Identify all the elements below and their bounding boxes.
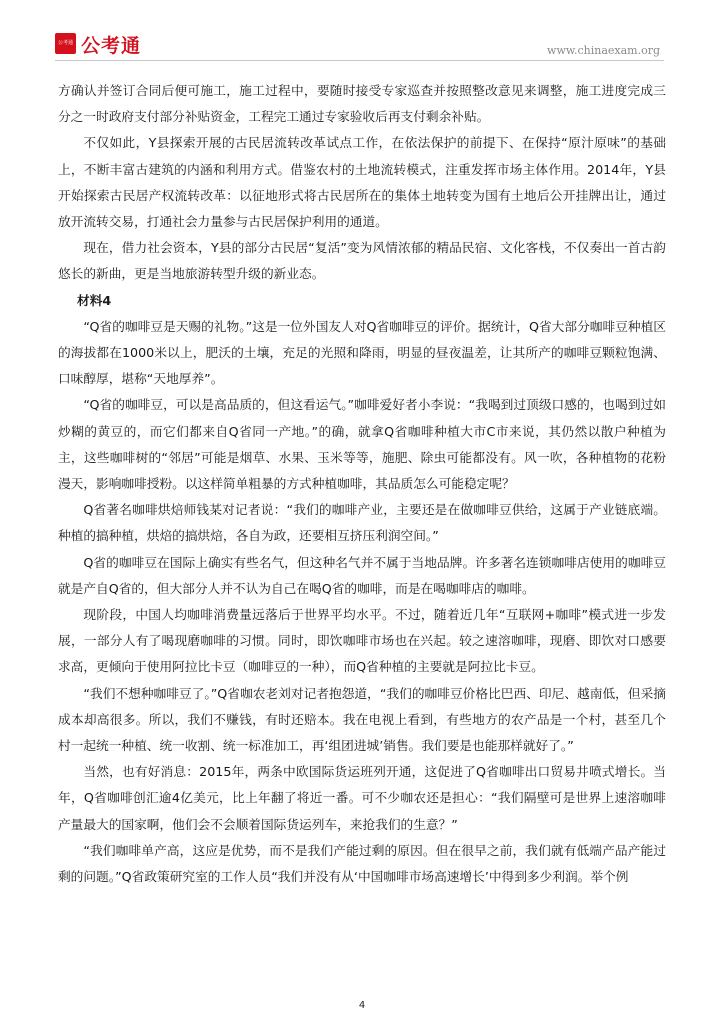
- paragraph-2: 不仅如此，Y县探索开展的古民居流转改革试点工作，在依法保护的前提下、在保持“原汁原味”的基础上，不断丰富古建筑的内涵和利用方式。借鉴农村的土地流转模式，注重发挥市场主体作用。2014年，Y县开始探索古民居产权流转改革：以征地形式将古民居所在的集体土地转变为国有土地后公开挂牌出让，通过放开流转交易，打通社会力量参与古民居保护利用的通道。: [58, 135, 666, 230]
- paragraph-4: “Q省的咖啡豆是天赐的礼物。”这是一位外国友人对Q省咖啡豆的评价。据统计，Q省大部分咖啡豆种植区的海拔都在1000米以上，肥沃的土壤，充足的光照和降雨，明显的昼夜温差，让其所产的咖啡豆颗粒饱满、口味醇厚，堪称“天地厚养”。: [58, 318, 666, 387]
- paragraph-7: Q省的咖啡豆在国际上确实有些名气，但这种名气并不属于当地品牌。许多著名连锁咖啡店使用的咖啡豆就是产自Q省的，但大部分人并不认为自己在喝Q省的咖啡，而是在喝咖啡店的咖啡。: [58, 554, 666, 596]
- paragraph-9: “我们不想种咖啡豆了。”Q省咖农老刘对记者抱怨道，“我们的咖啡豆价格比巴西、印尼、越南低，但采摘成本却高很多。所以，我们不赚钱，有时还赔本。我在电视上看到，有些地方的农产品是一个村，甚至几个村一起统一种植、统一收割、统一标准加工，再‘组团进城’销售。我们要是也能那样就好了。”: [58, 685, 666, 754]
- page-number: 4: [358, 1000, 366, 1011]
- paragraph-10: 当然，也有好消息：2015年，两条中欧国际货运班列开通，这促进了Q省咖啡出口贸易井喷式增长。当年，Q省咖啡创汇逾4亿美元，比上年翻了将近一番。可不少咖农还是担心：“我们隔壁可是世界上速溶咖啡产量最大的国家啊，他们会不会顺着国际货运列车，来抢我们的生意？”: [58, 764, 666, 832]
- paragraph-11: “我们咖啡单产高，这应是优势，而不是我们产能过剩的原因。但在很早之前，我们就有低端产品产能过剩的问题。”Q省政策研究室的工作人员“我们并没有从‘中国咖啡市场高速增长’中得到多少利润。举个例: [58, 842, 666, 885]
- site-url: www.chinaexam.org: [547, 44, 660, 57]
- document-body: [58, 78, 666, 890]
- logo-text: 公考通: [81, 35, 142, 57]
- section-heading: 材料4: [77, 292, 112, 308]
- paragraph-8: 现阶段，中国人均咖啡消费量远落后于世界平均水平。不过，随着近几年“互联网+咖啡”模式进一步发展，一部分人有了喝现磨咖啡的习惯。同时，即饮咖啡市场也在兴起。较之速溶咖啡，现磨、即饮对口感要求高，更倾向于使用阿拉比卡豆（咖啡豆的一种），而Q省种植的主要就是阿拉比卡豆。: [58, 607, 666, 675]
- paragraph-6: Q省著名咖啡烘焙师钱某对记者说：“我们的咖啡产业，主要还是在做咖啡豆供给，这属于产业链底端。种植的搞种植，烘焙的搞烘焙，各自为政，还要相互挤压利润空间。”: [58, 502, 666, 544]
- paragraph-1: 方确认并签订合同后便可施工，施工过程中，要随时接受专家巡查并按照整改意见来调整，施工进度完成三分之一时政府支付部分补贴资金，工程完工通过专家验收后再支付剩余补贴。: [58, 83, 666, 125]
- header-divider: [55, 60, 664, 61]
- paragraph-3: 现在，借力社会资本，Y县的部分古民居“复活”变为风情浓郁的精品民宿、文化客栈，不仅奏出一首古韵悠长的新曲，更是当地旅游转型升级的新业态。: [58, 240, 666, 282]
- page-header: [0, 0, 724, 70]
- logo-badge: 公考通: [55, 33, 76, 54]
- paragraph-5: “Q省的咖啡豆，可以是高品质的，但这看运气。”咖啡爱好者小李说：“我喝到过顶级口感的，也喝到过如炒糊的黄豆的，而它们都来自Q省同一产地。”的确，就拿Q省咖啡种植大市C市来说，其仍然以散户种植为主，这些咖啡树的“邻居”可能是烟草、水果、玉米等等，施肥、除虫可能都没有。风一吹，各种植物的花粉漫天，影响咖啡授粉。以这样简单粗暴的方式种植咖啡，其品质怎么可能稳定呢？: [58, 397, 666, 492]
